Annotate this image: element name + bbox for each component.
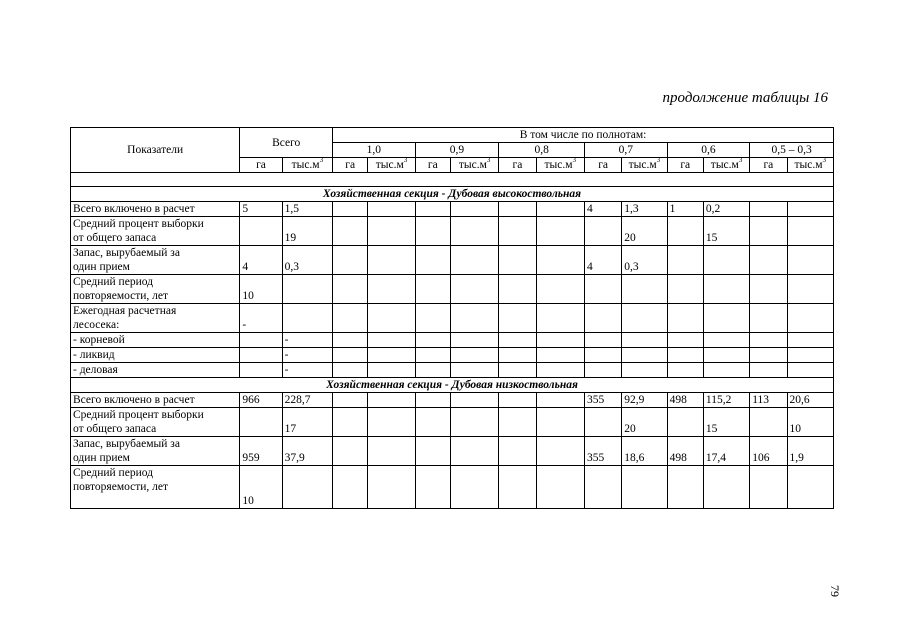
table-cell: [415, 217, 450, 246]
table-cell: 355: [584, 393, 621, 408]
table-cell: [368, 202, 415, 217]
table-cell: [415, 304, 450, 333]
row-label-line: [73, 494, 237, 508]
blank-cell: [536, 173, 584, 187]
table-cell: 20: [622, 217, 667, 246]
table-cell: [584, 217, 621, 246]
table-cell: [368, 408, 415, 437]
header-including: В том числе по полнотам:: [333, 128, 834, 143]
table-cell: [368, 363, 415, 378]
table-cell: [536, 217, 584, 246]
table-cell: [536, 246, 584, 275]
table-cell: [368, 393, 415, 408]
table-cell: [415, 393, 450, 408]
table-cell: [750, 246, 787, 275]
table-cell: [750, 304, 787, 333]
unit-volume: [622, 158, 667, 173]
row-label-line: Всего включено в расчет: [73, 203, 195, 215]
table-cell: -: [282, 348, 332, 363]
table-cell: -: [282, 333, 332, 348]
table-cell: [368, 333, 415, 348]
table-cell: [622, 333, 667, 348]
table-cell: [584, 304, 621, 333]
table-cell: 10: [240, 275, 282, 304]
unit-volume-text: тыс.м: [710, 159, 739, 171]
table-cell: 20: [622, 408, 667, 437]
blank-cell: [499, 173, 536, 187]
table-cell: [240, 348, 282, 363]
table-cell: 966: [240, 393, 282, 408]
blank-cell: [622, 173, 667, 187]
header-indicators: Показатели: [71, 128, 240, 173]
table-cell: [450, 437, 498, 466]
table-cell: 10: [787, 408, 833, 437]
table-cell: [333, 202, 368, 217]
table-cell: [333, 217, 368, 246]
table-row: [71, 217, 834, 246]
blank-cell: [450, 173, 498, 187]
table-cell: [450, 333, 498, 348]
table-cell: [499, 217, 536, 246]
table-cell: [584, 333, 621, 348]
blank-cell: [415, 173, 450, 187]
table-cell: [622, 466, 667, 509]
table-cell: [536, 275, 584, 304]
unit-volume-text: тыс.м: [544, 159, 573, 171]
table-cell: [415, 408, 450, 437]
table-cell: [787, 275, 833, 304]
table-cell: [750, 333, 787, 348]
table-cell: [240, 333, 282, 348]
table-cell: 92,9: [622, 393, 667, 408]
row-label: [71, 363, 240, 378]
table-cell: [703, 246, 749, 275]
table-cell: 10: [240, 466, 282, 509]
table-row: [71, 466, 834, 509]
unit-volume: [282, 158, 332, 173]
unit-volume-text: тыс.м: [628, 159, 657, 171]
table-cell: [584, 348, 621, 363]
table-cell: [536, 466, 584, 509]
row-label: [71, 408, 240, 437]
table-cell: 1,9: [787, 437, 833, 466]
table-cell: [667, 246, 703, 275]
table-cell: 4: [240, 246, 282, 275]
table-cell: [750, 217, 787, 246]
blank-cell: [333, 173, 368, 187]
table-cell: [622, 275, 667, 304]
unit-volume-sup: 3: [319, 157, 324, 165]
table-cell: [450, 202, 498, 217]
table-cell: [536, 393, 584, 408]
table-cell: 113: [750, 393, 787, 408]
table-cell: 4: [584, 202, 621, 217]
table-row: [71, 333, 834, 348]
row-label-line: Всего включено в расчет: [73, 394, 195, 406]
table-cell: [787, 348, 833, 363]
blank-cell: [282, 173, 332, 187]
table-cell: [667, 348, 703, 363]
row-label-line: - корневой: [73, 334, 125, 346]
table-cell: [584, 466, 621, 509]
table-cell: 1,3: [622, 202, 667, 217]
table-row: [71, 363, 834, 378]
table-cell: [750, 202, 787, 217]
table-cell: [368, 304, 415, 333]
table-cell: [333, 246, 368, 275]
table-cell: 0,3: [622, 246, 667, 275]
table-cell: [333, 363, 368, 378]
table-row: [71, 246, 834, 275]
row-label-line: Средний процент выборки: [73, 409, 204, 421]
table-cell: [333, 304, 368, 333]
table-cell: [667, 466, 703, 509]
table-cell: [415, 246, 450, 275]
table-cell: [750, 363, 787, 378]
table-cell: [584, 275, 621, 304]
unit-volume-text: тыс.м: [458, 159, 487, 171]
table-cell: [750, 466, 787, 509]
table-cell: [787, 333, 833, 348]
table-cell: [667, 333, 703, 348]
unit-volume-sup: 3: [822, 157, 827, 165]
table-cell: 4: [584, 246, 621, 275]
unit-volume-text: тыс.м: [794, 159, 823, 171]
table-cell: [787, 202, 833, 217]
table-cell: [333, 275, 368, 304]
table-cell: [499, 304, 536, 333]
table-cell: [368, 275, 415, 304]
row-label: [71, 466, 240, 509]
table-cell: [368, 466, 415, 509]
blank-cell: [787, 173, 833, 187]
table-cell: [333, 348, 368, 363]
table-cell: [240, 408, 282, 437]
row-label-line: один прием: [73, 261, 130, 273]
table-cell: [368, 437, 415, 466]
blank-cell: [703, 173, 749, 187]
table-row: [71, 202, 834, 217]
table-cell: [415, 202, 450, 217]
table-cell: [667, 304, 703, 333]
unit-volume-sup: 3: [572, 157, 577, 165]
table-cell: [240, 363, 282, 378]
table-cell: [750, 348, 787, 363]
unit-volume: [703, 158, 749, 173]
section-title: Хозяйственная секция - Дубовая высокоствольная: [71, 187, 834, 202]
table-cell: [415, 348, 450, 363]
table-cell: 17: [282, 408, 332, 437]
unit-volume-text: тыс.м: [291, 159, 320, 171]
unit-ha: га: [415, 158, 450, 173]
table-cell: [450, 408, 498, 437]
header-density: 1,0: [333, 143, 416, 158]
row-label-line: Запас, вырубаемый за: [73, 247, 180, 259]
row-label-line: от общего запаса: [73, 423, 157, 435]
table-cell: [667, 363, 703, 378]
blank-cell: [667, 173, 703, 187]
table-cell: [333, 333, 368, 348]
blank-cell: [368, 173, 415, 187]
table-cell: [536, 348, 584, 363]
table-cell: 20,6: [787, 393, 833, 408]
blank-cell: [750, 173, 787, 187]
table-cell: [584, 363, 621, 378]
row-label: [71, 333, 240, 348]
header-density: 0,9: [415, 143, 499, 158]
data-table: [70, 127, 834, 509]
section-title: Хозяйственная секция - Дубовая низкоствольная: [71, 378, 834, 393]
table-cell: [703, 466, 749, 509]
row-label-line: Средний процент выборки: [73, 218, 204, 230]
table-row: [71, 275, 834, 304]
blank-row: [71, 173, 834, 187]
table-cell: 0,3: [282, 246, 332, 275]
table-cell: 355: [584, 437, 621, 466]
table-cell: [368, 348, 415, 363]
table-cell: [499, 408, 536, 437]
row-label-line: Ежегодная расчетная: [73, 305, 177, 317]
table-cell: 115,2: [703, 393, 749, 408]
unit-volume-sup: 3: [486, 157, 491, 165]
table-cell: [499, 393, 536, 408]
row-label-line: повторяемости, лет: [73, 481, 169, 493]
table-cell: [536, 202, 584, 217]
table-cell: [499, 333, 536, 348]
table-cell: [536, 333, 584, 348]
table-cell: 1: [667, 202, 703, 217]
table-cell: [703, 304, 749, 333]
table-caption: продолжение таблицы 16: [662, 90, 828, 106]
table-cell: [787, 466, 833, 509]
table-cell: -: [240, 304, 282, 333]
row-label: [71, 348, 240, 363]
table-cell: 0,2: [703, 202, 749, 217]
table-cell: [703, 333, 749, 348]
table-cell: [787, 217, 833, 246]
row-label-line: повторяемости, лет: [73, 290, 169, 302]
unit-ha: га: [333, 158, 368, 173]
table-cell: [282, 304, 332, 333]
table-row: [71, 408, 834, 437]
row-label-line: от общего запаса: [73, 232, 157, 244]
unit-volume-sup: 3: [738, 157, 743, 165]
table-cell: [536, 304, 584, 333]
section-header-row: [71, 187, 834, 202]
table-cell: [415, 437, 450, 466]
table-cell: 498: [667, 393, 703, 408]
header-density: 0,7: [584, 143, 667, 158]
table-cell: [450, 275, 498, 304]
table-cell: [450, 363, 498, 378]
table-cell: [499, 466, 536, 509]
table-cell: 498: [667, 437, 703, 466]
page-number: 79: [828, 585, 842, 597]
table-cell: [750, 275, 787, 304]
row-label: [71, 437, 240, 466]
table-cell: [703, 348, 749, 363]
table-row: [71, 348, 834, 363]
table-cell: [415, 363, 450, 378]
table-cell: [333, 393, 368, 408]
table-cell: [450, 348, 498, 363]
table-cell: [787, 304, 833, 333]
row-label: [71, 202, 240, 217]
table-cell: 15: [703, 217, 749, 246]
table-cell: [240, 217, 282, 246]
header-row-1: [71, 128, 834, 143]
table-cell: 17,4: [703, 437, 749, 466]
table-cell: [536, 363, 584, 378]
row-label: [71, 275, 240, 304]
row-label-line: лесосека:: [73, 319, 120, 331]
table-cell: [536, 408, 584, 437]
table-cell: [536, 437, 584, 466]
table-cell: [499, 202, 536, 217]
table-cell: [667, 275, 703, 304]
row-label-line: - деловая: [73, 364, 118, 376]
table-cell: [622, 348, 667, 363]
blank-cell: [584, 173, 621, 187]
table-cell: [282, 466, 332, 509]
table-cell: [450, 393, 498, 408]
table-row: [71, 437, 834, 466]
table-cell: [415, 466, 450, 509]
table-cell: [499, 246, 536, 275]
row-label: [71, 246, 240, 275]
table-cell: [415, 333, 450, 348]
unit-volume: [787, 158, 833, 173]
unit-volume-sup: 3: [403, 157, 408, 165]
table-cell: [667, 408, 703, 437]
table-cell: [622, 363, 667, 378]
row-label: [71, 217, 240, 246]
unit-ha: га: [667, 158, 703, 173]
table-cell: [499, 348, 536, 363]
table-cell: 5: [240, 202, 282, 217]
table-cell: [333, 466, 368, 509]
blank-cell: [240, 173, 282, 187]
table-cell: [750, 408, 787, 437]
row-label: [71, 304, 240, 333]
table-cell: [499, 437, 536, 466]
table-cell: -: [282, 363, 332, 378]
row-label-line: - ликвид: [73, 349, 115, 361]
unit-volume: [450, 158, 498, 173]
table-cell: [368, 246, 415, 275]
unit-ha: га: [499, 158, 536, 173]
row-label-line: Средний период: [73, 467, 153, 479]
header-density: 0,6: [667, 143, 750, 158]
unit-ha: га: [584, 158, 621, 173]
unit-volume-text: тыс.м: [375, 159, 404, 171]
table-cell: [282, 275, 332, 304]
blank-cell: [71, 173, 240, 187]
table-cell: [450, 217, 498, 246]
header-total: Всего: [240, 128, 333, 158]
unit-ha: га: [240, 158, 282, 173]
table-cell: [333, 408, 368, 437]
table-cell: [450, 304, 498, 333]
row-label-line: один прием: [73, 452, 130, 464]
header-density: 0,5 – 0,3: [750, 143, 834, 158]
header-density: 0,8: [499, 143, 585, 158]
table-cell: 18,6: [622, 437, 667, 466]
unit-volume-sup: 3: [656, 157, 661, 165]
table-cell: [703, 275, 749, 304]
table-cell: [333, 437, 368, 466]
row-label-line: Средний период: [73, 276, 153, 288]
table-cell: [499, 363, 536, 378]
table-cell: [368, 217, 415, 246]
table-cell: 37,9: [282, 437, 332, 466]
table-cell: [450, 466, 498, 509]
table-cell: [415, 275, 450, 304]
table-cell: [667, 217, 703, 246]
table-cell: 15: [703, 408, 749, 437]
table-cell: [703, 363, 749, 378]
table-cell: 228,7: [282, 393, 332, 408]
table-cell: 1,5: [282, 202, 332, 217]
table-cell: 959: [240, 437, 282, 466]
table-cell: [622, 304, 667, 333]
table-row: [71, 393, 834, 408]
table-cell: [584, 408, 621, 437]
unit-volume: [368, 158, 415, 173]
table-cell: [450, 246, 498, 275]
section-header-row: [71, 378, 834, 393]
table-cell: [787, 246, 833, 275]
table-cell: 19: [282, 217, 332, 246]
row-label-line: Запас, вырубаемый за: [73, 438, 180, 450]
table-cell: 106: [750, 437, 787, 466]
row-label: [71, 393, 240, 408]
unit-volume: [536, 158, 584, 173]
unit-ha: га: [750, 158, 787, 173]
table-cell: [499, 275, 536, 304]
table-cell: [787, 363, 833, 378]
table-row: [71, 304, 834, 333]
